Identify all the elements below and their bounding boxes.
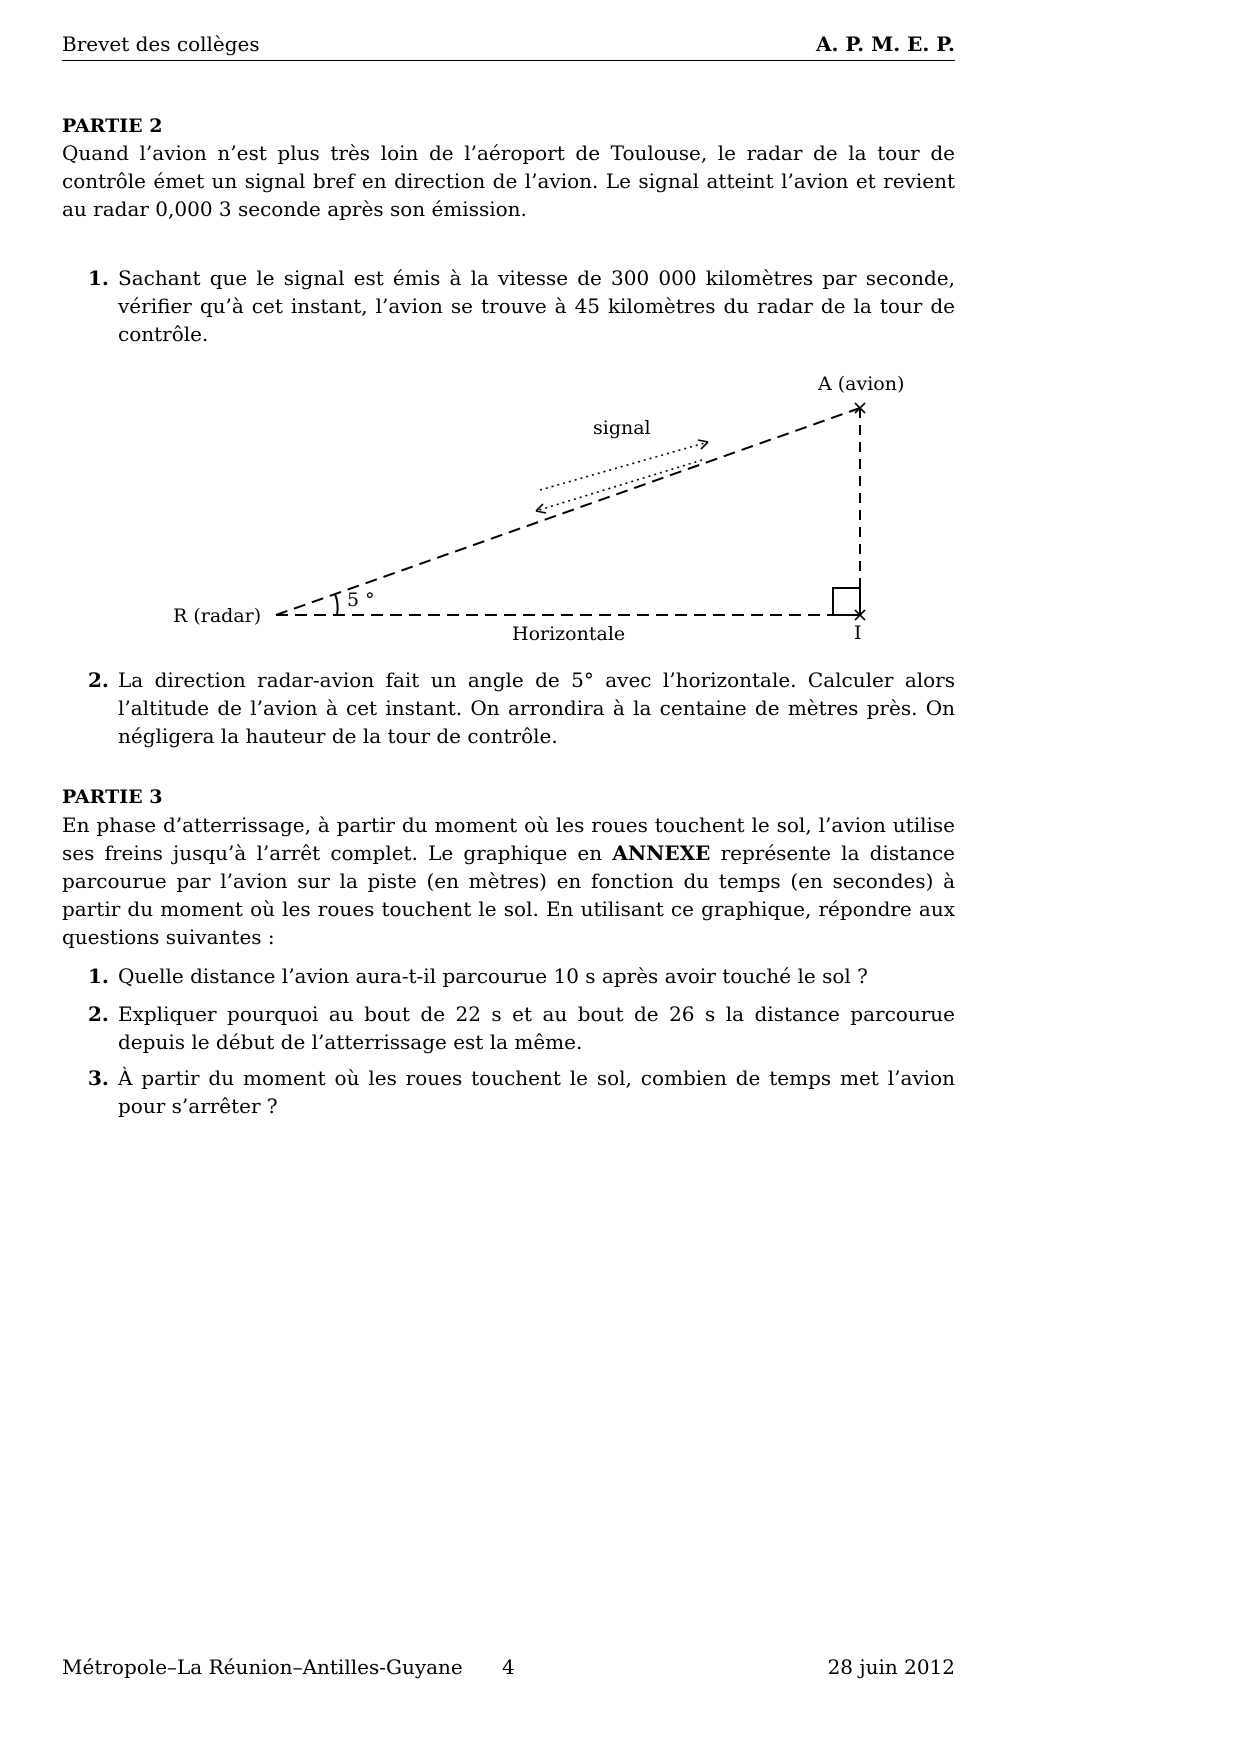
angle-arc [335,594,338,615]
header-publisher: A. P. M. E. P. [815,32,955,56]
section-title-partie-2: PARTIE 2 [62,115,163,137]
question-text: La direction radar-avion fait un angle de 5° avec l’horizontale. Calculer alors l’altitude de l’avion à cet instant. On arrondira à la centaine de mètres près. On négligera la hauteur de la tour de contrôle. [118,668,955,748]
question-number: 1. [88,266,109,290]
label-plane: A (avion) [818,373,905,395]
question-text: Sachant que le signal est émis à la vitesse de 300 000 kilomètres par seconde, vérifier qu’à cet instant, l’avion se trouve à 45 kilomètres du radar de la tour de contrôle. [118,266,955,346]
question-number: 3. [88,1066,109,1090]
footer-date: 28 juin 2012 [827,1655,955,1679]
footer-session: Métropole–La Réunion–Antilles-Guyane [62,1655,463,1679]
partie-3-intro-start: En phase d’atterrissage, à partir du moment où les roues touchent le sol, l’avion utilise ses freins jusqu’à l’arrêt complet. Le graphique en [62,813,955,865]
section-title-partie-3: PARTIE 3 [62,786,163,808]
radar-avion-line [276,408,860,615]
question-item [62,264,955,348]
radar-diagram [62,368,955,648]
signal-arrow-outgoing [540,442,708,490]
question-item [62,1000,955,1056]
label-radar: R (radar) [173,605,262,627]
signal-arrowhead-return [536,504,546,513]
question-number: 1. [88,964,109,988]
partie-3-intro-end: représente la distance parcourue par l’avion sur la piste (en mètres) en fonction du temps (en secondes) à partir du moment où les roues touchent le sol. En utilisant ce graphique, répondre aux questions suivantes : [62,841,955,949]
partie-3-question-list [62,962,955,1120]
question-number: 2. [88,1002,109,1026]
question-number: 2. [88,668,109,692]
header-exam-title: Brevet des collèges [62,32,260,56]
partie-2-intro: Quand l’avion n’est plus très loin de l’aéroport de Toulouse, le radar de la tour de contrôle émet un signal bref en direction de l’avion. Le signal atteint l’avion et revient au radar 0,000 3 seconde après son émission. [62,141,955,221]
footer-page-number: 4 [502,1655,515,1679]
question-item [62,666,955,750]
label-foot: I [854,622,862,644]
partie-3-intro [62,811,955,951]
question-text: À partir du moment où les roues touchent le sol, combien de temps met l’avion pour s’arrêter ? [118,1066,955,1118]
partie-2-question-list-cont [62,666,955,750]
annexe-reference: ANNEXE [612,841,711,865]
question-item [62,1064,955,1120]
signal-arrow-return [536,460,702,511]
page-footer [62,1655,955,1685]
signal-arrowhead-outgoing [698,440,708,449]
label-angle: 5 ° [347,589,375,611]
label-horizontal: Horizontale [512,623,626,645]
question-text: Expliquer pourquoi au bout de 22 s et au bout de 26 s la distance parcourue depuis le début de l’atterrissage est la même. [118,1002,955,1054]
question-text: Quelle distance l’avion aura-t-il parcourue 10 s après avoir touché le sol ? [118,964,868,988]
label-signal: signal [593,417,651,439]
question-item [62,962,955,990]
partie-2-question-list [62,264,955,348]
document-page [62,0,955,1754]
page-header [62,30,955,61]
